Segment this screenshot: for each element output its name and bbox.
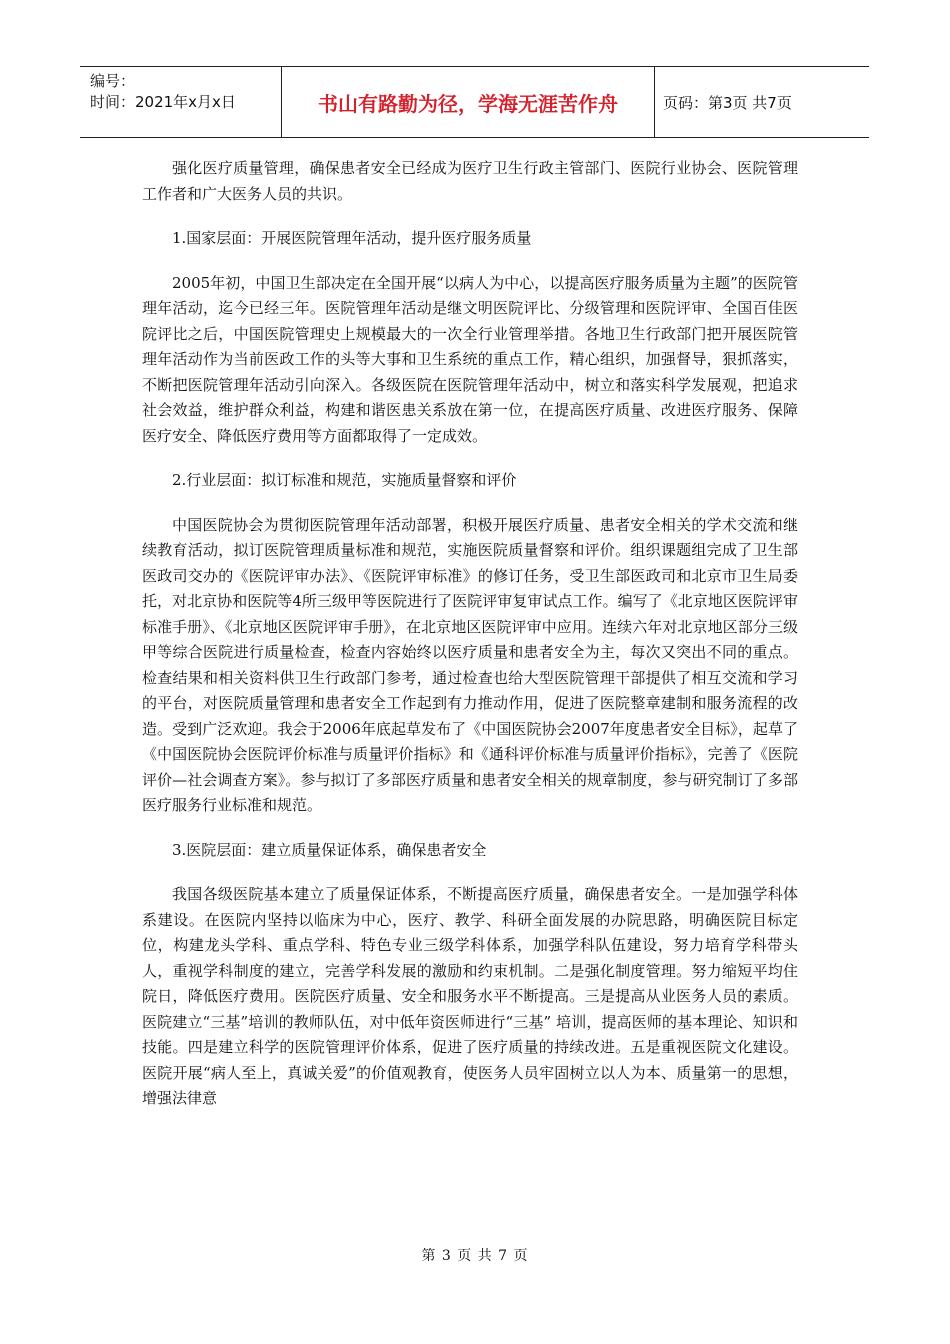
paragraph-intro: 强化医疗质量管理，确保患者安全已经成为医疗卫生行政主管部门、医院行业协会、医院管理工作者和广大医务人员的共识。: [142, 159, 798, 203]
section-heading-3: 3.医院层面：建立质量保证体系，确保患者安全: [172, 840, 487, 859]
header-motto: 书山有路勤为径，学海无涯苦作舟: [282, 67, 655, 137]
section-heading-2: 2.行业层面：拟订标准和规范，实施质量督察和评价: [172, 471, 517, 489]
section-heading-1: 1.国家层面：开展医院管理年活动，提升医疗服务质量: [172, 229, 532, 247]
header-table: [80, 66, 869, 138]
time-label: 时间：2021年x月x日: [90, 93, 236, 111]
number-label: 编号：: [90, 72, 136, 90]
header-page-label: 页码：第3页 共7页: [663, 93, 792, 112]
page-footer: 第 3 页 共 7 页: [421, 1248, 529, 1264]
paragraph-industry: 中国医院协会为贯彻医院管理年活动部署，积极开展医疗质量、患者安全相关的学术交流和继续教育活动，拟订医院管理质量标准和规范，实施医院质量督察和评价。组织课题组完成了卫生部医政司交办的《医院评审办法》、《医院评审标准》的修订任务，受卫生部医政司和北京市卫生局委托，对北京协和医院等4所三级甲等医院进行了医院评审复审试点工作。编写了《北京地区医院评审标准手册》、《北京地区医院评审手册》，在北京地区医院评审中应用。连续六年对北京地区部分三级甲等综合医院进行质量检查，检查内容始终以医疗质量和患者安全为主，每次又突出不同的重点。检查结果和相关资料供卫生行政部门参考，通过检查也给大型医院管理干部提供了相互交流和学习的平台，对医院质量管理和患者安全工作起到有力推动作用，促进了医院整章建制和服务流程的改造。受到广泛欢迎。我会于2006年底起草发布了《中国医院协会2007年度患者安全目标》，起草了《中国医院协会医院评价标准与质量评价指标》和《通科评价标准与质量评价指标》，完善了《医院评价—社会调查方案》。参与拟订了多部医疗质量和患者安全相关的规章制度，参与研究制订了多部医疗服务行业标准和规范。: [142, 515, 798, 814]
document-body: [142, 156, 798, 1131]
header-meta: [80, 67, 282, 137]
paragraph-hospital: 我国各级医院基本建立了质量保证体系，不断提高医疗质量，确保患者安全。一是加强学科体系建设。在医院内坚持以临床为中心，医疗、教学、科研全面发展的办院思路，明确医院目标定位，构建龙头学科、重点学科、特色专业三级学科体系，加强学科队伍建设，努力培育学科带头人，重视学科制度的建立，完善学科发展的激励和约束机制。二是强化制度管理。努力缩短平均住院日，降低医疗费用。医院医疗质量、安全和服务水平不断提高。三是提高从业医务人员的素质。医院建立“三基”培训的教师队伍，对中低年资医师进行“三基” 培训，提高医师的基本理论、知识和技能。四是建立科学的医院管理评价体系，促进了医疗质量的持续改进。五是重视医院文化建设。医院开展“病人至上，真诚关爱”的价值观教育，使医务人员牢固树立以人为本、质量第一的思想，增强法律意: [142, 885, 798, 1107]
paragraph-national: 2005年初，中国卫生部决定在全国开展“以病人为中心，以提高医疗服务质量为主题”的医院管理年活动，迄今已经三年。医院管理年活动是继文明医院评比、分级管理和医院评审、全国百佳医院评比之后，中国医院管理史上规模最大的一次全行业管理举措。各地卫生行政部门把开展医院管理年活动作为当前医政工作的头等大事和卫生系统的重点工作，精心组织，加强督导，狠抓落实，不断把医院管理年活动引向深入。各级医院在医院管理年活动中，树立和落实科学发展观，把追求社会效益，维护群众利益，构建和谐医患关系放在第一位，在提高医疗质量、改进医疗服务、保障医疗安全、降低医疗费用等方面都取得了一定成效。: [142, 273, 798, 445]
